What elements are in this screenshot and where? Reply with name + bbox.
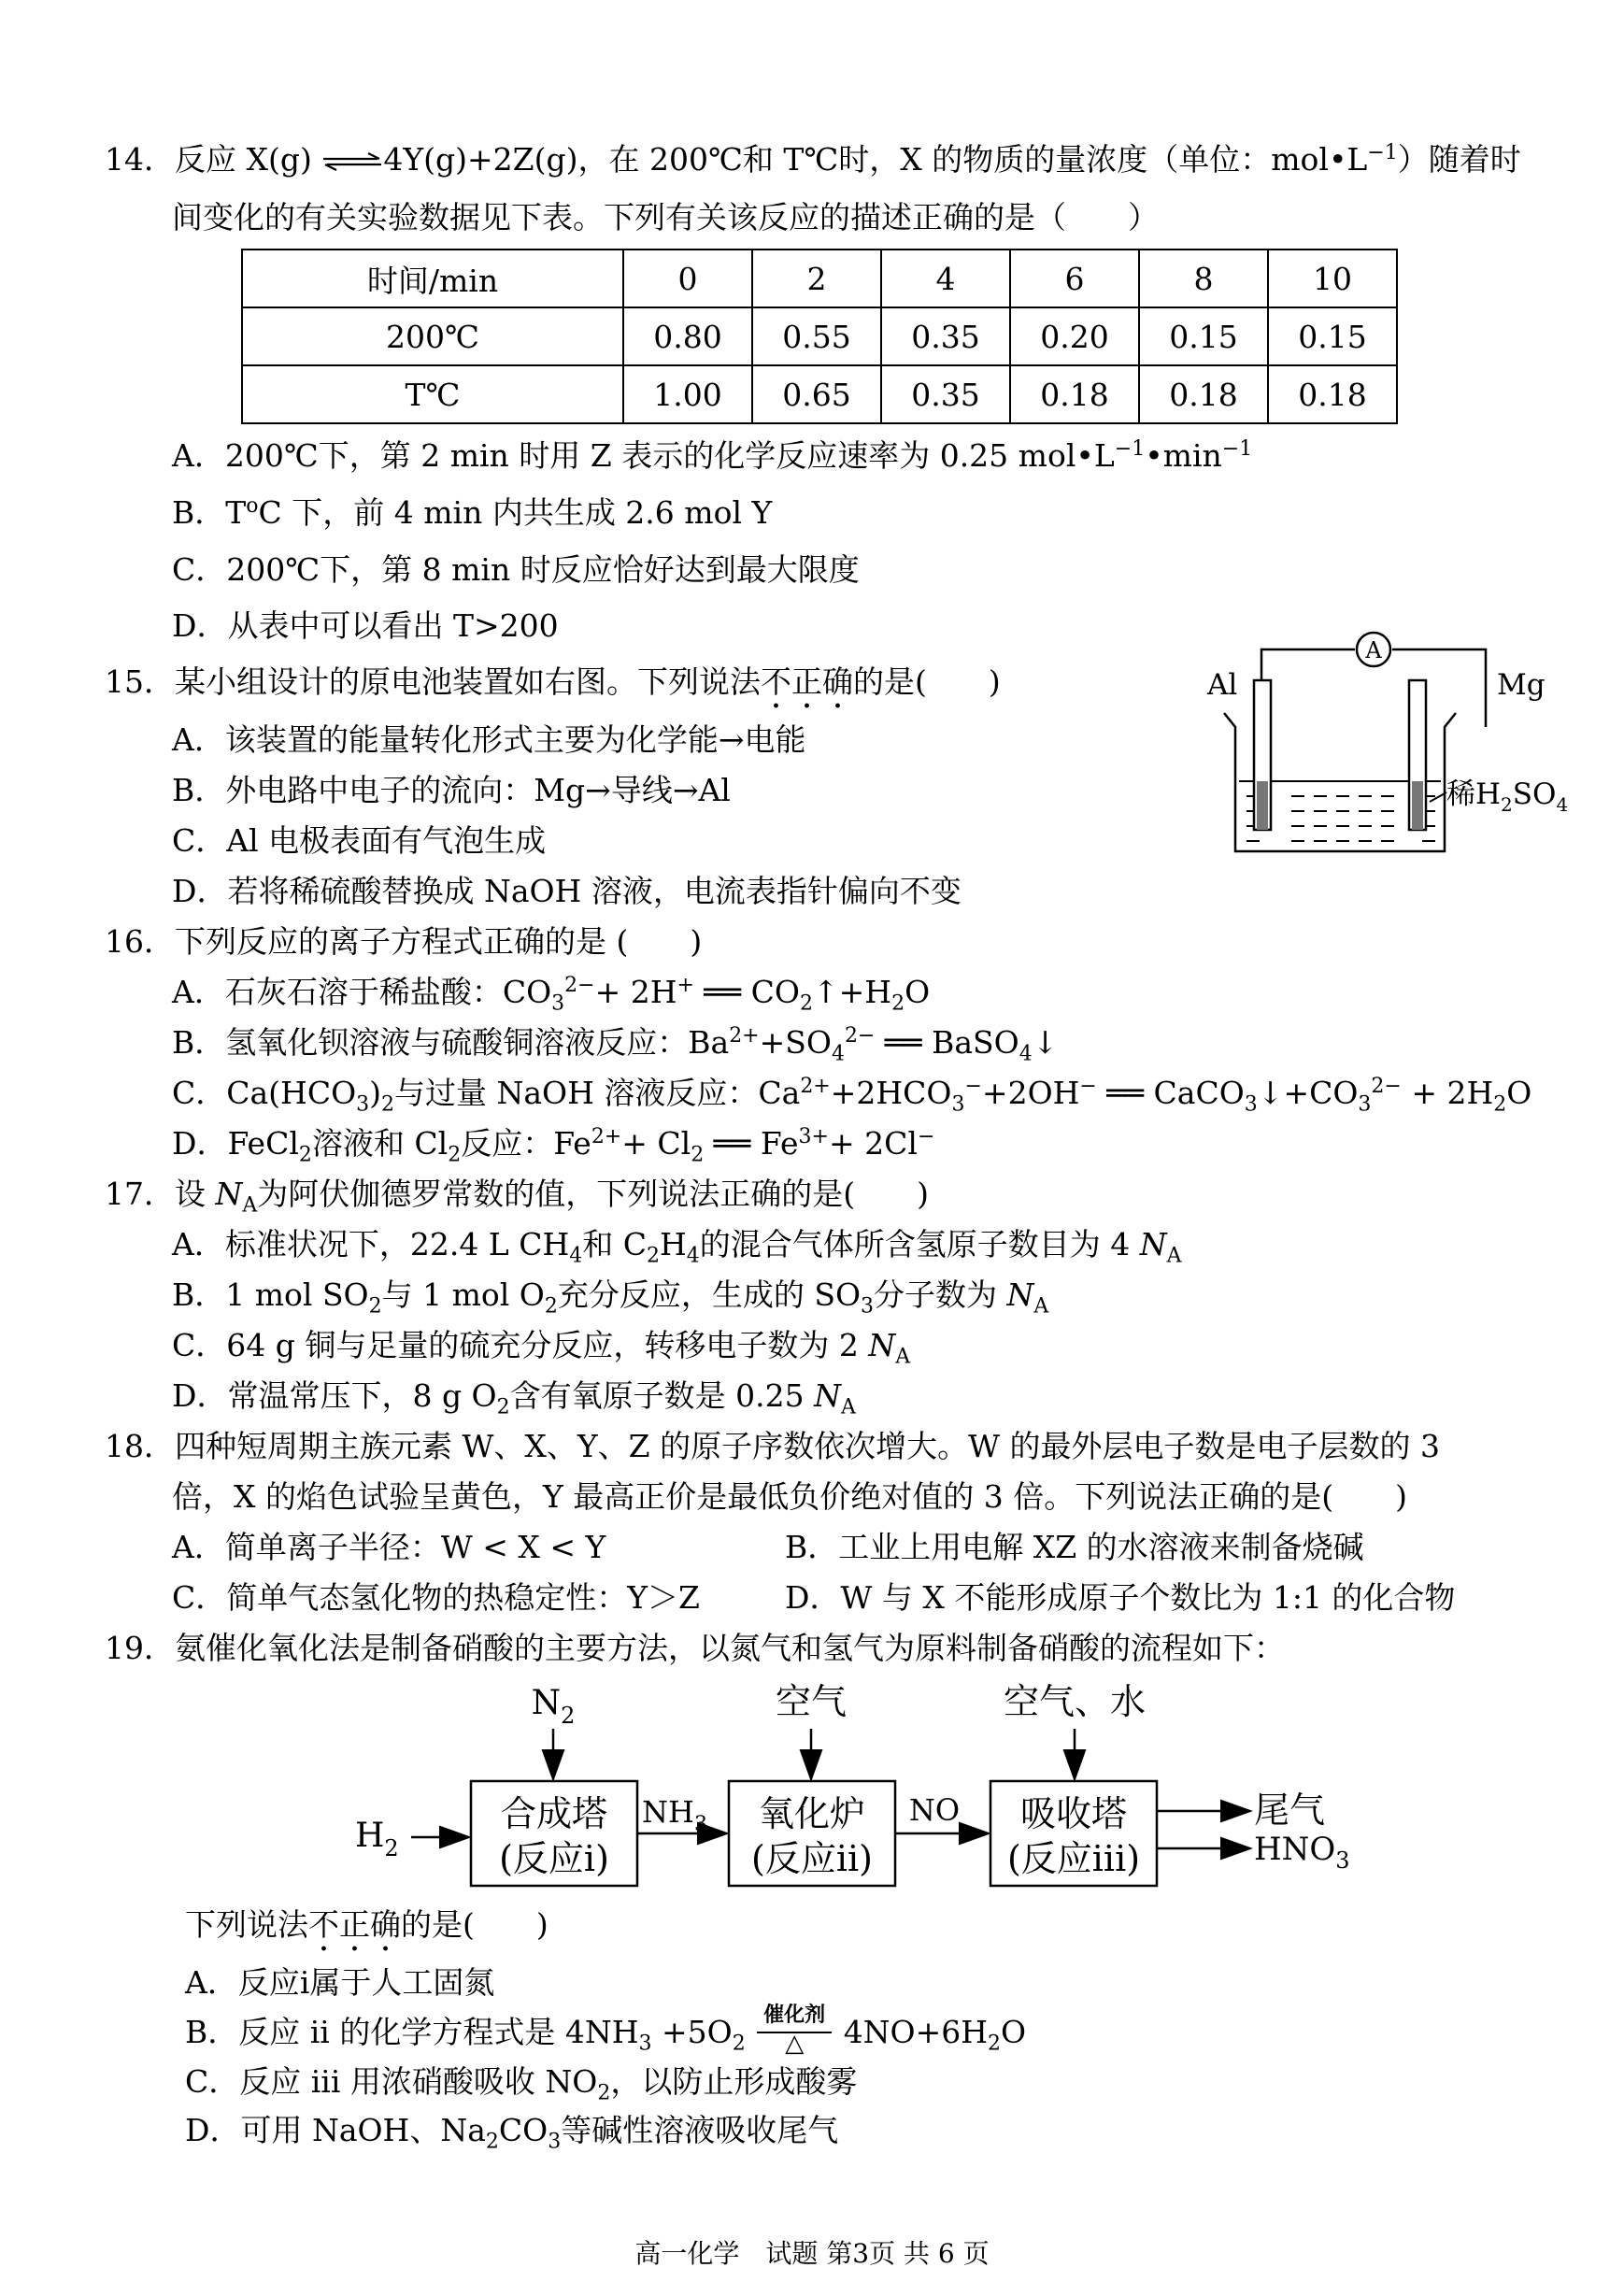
subscript: 3: [861, 1294, 874, 1319]
q14-option-d: D．从表中可以看出 T>200: [172, 607, 559, 644]
tail-gas-label: 尾气: [1254, 1790, 1326, 1831]
q16-option-c: [172, 1073, 1532, 1117]
heat-symbol: △: [785, 2030, 805, 2058]
text: A．石灰石溶于稀盐酸：CO: [172, 974, 552, 1010]
text: +2HCO: [830, 1075, 952, 1111]
table-cell: 200℃: [242, 307, 623, 365]
table-cell: 0.35: [881, 307, 1010, 365]
table-cell: 0.15: [1139, 307, 1268, 365]
subscript: 2: [891, 991, 905, 1016]
table-cell: 时间/min: [242, 250, 623, 307]
text: 分子数为: [874, 1276, 1007, 1313]
nitric-acid-flowchart: [355, 1673, 1383, 1897]
subscript: 2: [988, 2032, 1002, 2056]
subscript: 3: [951, 1092, 965, 1117]
text: C．64 g 铜与足量的硫充分反应，转移电子数为 2: [172, 1327, 869, 1363]
text: 与 1 mol O: [381, 1276, 545, 1313]
catalyst-label: 催化剂: [763, 2003, 826, 2027]
q16-option-a: [172, 972, 931, 1016]
text: ══ CO: [693, 974, 800, 1010]
reversible-arrow-icon: [321, 152, 383, 171]
q15-option-d: D．若将稀硫酸替换成 NaOH 溶液，电流表指针偏向不变: [172, 873, 962, 909]
text: O: [1506, 1075, 1532, 1111]
table-cell: T℃: [242, 365, 623, 423]
subscript: A: [242, 1193, 258, 1218]
superscript: −: [917, 1125, 935, 1148]
text: A．200℃下，第 2 min 时用 Z 表示的化学反应速率为 0.25 mol•L: [172, 437, 1115, 474]
q15-stem: [105, 662, 1001, 703]
text: 与过量 NaOH 溶液反应：Ca: [394, 1075, 801, 1111]
q18-stem-line2: 倍，X 的焰色试验呈黄色，Y 最高正价是最低负价绝对值的 3 倍。下列说法正确的是( ): [172, 1478, 1407, 1515]
subscript: 2: [646, 1244, 660, 1268]
q19-option-a: A．反应i属于人工固氮: [185, 1964, 495, 2001]
text: +5O: [651, 2014, 733, 2050]
page-footer: 高一化学 试题 第3页 共 6 页: [634, 2238, 990, 2269]
superscript: 2−: [1371, 1075, 1402, 1098]
text: N: [1006, 1276, 1034, 1313]
text: C．反应 iii 用浓硝酸吸收 NO: [185, 2063, 598, 2100]
subscript: 2: [368, 1294, 382, 1319]
text: 下列说法: [185, 1906, 308, 1943]
text: 为阿伏伽德罗常数的值，下列说法正确的是( ): [257, 1176, 929, 1212]
subscript: 3: [548, 2130, 562, 2154]
q14-option-a: [172, 435, 1252, 477]
text: 的是( ): [401, 1906, 548, 1943]
text: 反应 X(g): [175, 141, 312, 178]
text: 的是( ): [853, 663, 1001, 700]
catalyst-condition: [755, 2003, 833, 2058]
table-cell: 0.18: [1268, 365, 1397, 423]
text: C 下，前 4 min 内共生成 2.6 mol Y: [258, 494, 773, 531]
q17-option-a: [172, 1224, 1182, 1268]
superscript: 2+: [591, 1125, 622, 1148]
subscript: 2: [448, 1143, 462, 1167]
text: N: [215, 1176, 243, 1212]
subscript: 2: [597, 2081, 611, 2105]
text: ，以防止形成酸雾: [610, 2063, 858, 2100]
text: N: [1139, 1226, 1167, 1262]
al-label: Al: [1207, 668, 1238, 702]
wire: [1392, 649, 1486, 727]
text: B．氢氧化钡溶液与硫酸铜溶液反应：Ba: [172, 1024, 730, 1061]
text: +SO: [759, 1024, 832, 1061]
superscript: −1: [1114, 437, 1146, 461]
table-cell: 4: [881, 250, 1010, 307]
superscript: 3+: [798, 1125, 829, 1148]
text: O: [1001, 2014, 1027, 2050]
text: ）随着时: [1397, 141, 1521, 178]
text: ↑+H: [812, 974, 892, 1010]
subscript: 3: [638, 2032, 652, 2056]
q19-option-d: [185, 2110, 839, 2154]
al-electrode-immersed: [1257, 781, 1268, 830]
emphasis-text: 不正确: [308, 1906, 401, 1952]
q19-option-b: [185, 2003, 1027, 2058]
superscript: +: [677, 974, 694, 997]
table-row: [242, 365, 1397, 423]
text: H: [659, 1226, 687, 1262]
n2-label: $N_2$: [531, 1684, 576, 1729]
wire: [1261, 649, 1355, 727]
q17-option-c: [172, 1325, 911, 1369]
table-cell: 0: [623, 250, 752, 307]
text: 含有氧原子数是 0.25: [509, 1377, 815, 1414]
q16-option-d: [172, 1123, 935, 1167]
subscript: 3: [551, 991, 565, 1016]
mg-electrode-immersed: [1412, 781, 1423, 830]
text: + 2H: [1401, 1075, 1494, 1111]
q15-option-a: A．该装置的能量转化形式主要为化学能→电能: [172, 721, 806, 758]
q18-option-c: C．简单气态氢化物的热稳定性：Y＞Z: [172, 1579, 700, 1616]
ammeter-label: A: [1365, 637, 1382, 663]
q14-option-b: [172, 492, 772, 534]
text: 的混合气体所含氢原子数目为 4: [699, 1226, 1140, 1262]
text: O: [905, 974, 931, 1010]
superscript: 2+: [800, 1075, 831, 1098]
table-row: [242, 307, 1397, 365]
text: B．T: [172, 494, 247, 531]
text: 4Y(g)+2Z(g)，在 200℃和 T℃时，X 的物质的量浓度（单位：mol•L: [383, 141, 1368, 178]
subscript: 4: [831, 1042, 845, 1066]
q15-option-b: B．外电路中电子的流向：Mg→导线→Al: [172, 772, 731, 808]
table-cell: 10: [1268, 250, 1397, 307]
text: C．Ca(HCO: [172, 1075, 357, 1111]
subscript: 2: [496, 1395, 510, 1419]
q19-option-c: [185, 2061, 857, 2103]
text: ): [369, 1075, 382, 1111]
table-cell: 0.15: [1268, 307, 1397, 365]
box-label: (反应ii): [751, 1838, 873, 1879]
q17-option-d: [172, 1376, 856, 1417]
box-label: 氧化炉: [758, 1793, 866, 1834]
q17-stem: [105, 1174, 929, 1218]
text: A．标准状况下，22.4 L CH: [172, 1226, 570, 1262]
text: 反应：Fe: [461, 1125, 591, 1162]
subscript: A: [895, 1345, 911, 1369]
subscript: 2: [799, 991, 813, 1016]
subscript: 2: [485, 2130, 499, 2154]
text: ↓: [1032, 1024, 1059, 1061]
q17-option-b: [172, 1275, 1049, 1319]
subscript: 2: [1493, 1092, 1507, 1117]
subscript: 4: [1019, 1042, 1033, 1066]
subscript: 4: [686, 1244, 700, 1268]
text: D．FeCl: [172, 1125, 299, 1162]
superscript: 2−: [844, 1024, 876, 1048]
text: N: [814, 1377, 841, 1414]
box-label: (反应iii): [1006, 1838, 1141, 1879]
text: + Cl: [621, 1125, 691, 1162]
text: CO: [498, 2112, 548, 2148]
superscript: −: [1079, 1075, 1097, 1098]
table-cell: 0.18: [1010, 365, 1139, 423]
table-cell: 1.00: [623, 365, 752, 423]
q14-stem-line1: [105, 139, 1521, 180]
text: N: [868, 1327, 896, 1363]
text: •min: [1145, 437, 1222, 474]
superscript: o: [246, 494, 259, 518]
q14-data-table: [241, 249, 1398, 424]
subscript: A: [1033, 1294, 1049, 1319]
text: 和 C: [582, 1226, 647, 1262]
superscript: 2−: [564, 974, 595, 997]
text: 17．设: [105, 1176, 216, 1212]
text: B．反应 ii 的化学方程式是 4NH: [185, 2014, 639, 2050]
no-label: NO: [908, 1792, 961, 1828]
q18-stem-line1: 18．四种短周期主族元素 W、X、Y、Z 的原子序数依次增大。W 的最外层电子数是电子层数的 3: [105, 1428, 1440, 1464]
solution-label: 稀$H_2SO_4$: [1446, 777, 1569, 816]
subscript: 3: [356, 1092, 370, 1117]
text: ══ BaSO: [875, 1024, 1019, 1061]
table-cell: 0.65: [752, 365, 881, 423]
nh3-label: $NH_3$: [642, 1794, 707, 1836]
text: 溶液和 Cl: [311, 1125, 449, 1162]
hno3-label: $HNO_3$: [1254, 1831, 1350, 1874]
text: +2OH: [981, 1075, 1080, 1111]
text: D．常温常压下，8 g O: [172, 1377, 497, 1414]
subscript: A: [1166, 1244, 1182, 1268]
q19-sub-stem: [185, 1904, 548, 1946]
subscript: 2: [732, 2032, 746, 2056]
table-cell: 0.80: [623, 307, 752, 365]
table-cell: 8: [1139, 250, 1268, 307]
air-label: 空气: [775, 1681, 848, 1722]
question-number: 14．: [105, 141, 175, 178]
table-row: [242, 250, 1397, 307]
subscript: 3: [1358, 1092, 1372, 1117]
text: ↓+CO: [1257, 1075, 1359, 1111]
q14-option-c: C．200℃下，第 8 min 时反应恰好达到最大限度: [172, 551, 860, 588]
text: B．1 mol SO: [172, 1276, 369, 1313]
text: ══ Fe: [704, 1125, 799, 1162]
box-label: 吸收塔: [1019, 1793, 1128, 1834]
mg-label: Mg: [1497, 668, 1546, 702]
superscript: 2+: [729, 1024, 760, 1048]
subscript: 2: [381, 1092, 395, 1117]
emphasis-text: 不正确: [761, 663, 853, 709]
subscript: 3: [1244, 1092, 1258, 1117]
text: + 2Cl: [828, 1125, 918, 1162]
q18-option-a: A．简单离子半径：W < X < Y: [172, 1529, 606, 1565]
subscript: 2: [691, 1143, 705, 1167]
table-cell: 0.18: [1139, 365, 1268, 423]
superscript: −1: [1367, 141, 1398, 164]
text: 充分反应，生成的 SO: [557, 1276, 861, 1313]
table-cell: 0.20: [1010, 307, 1139, 365]
q18-option-d: D．W 与 X 不能形成原子个数比为 1:1 的化合物: [785, 1579, 1456, 1616]
text: 等碱性溶液吸收尾气: [561, 2112, 839, 2148]
air-water-label: 空气、水: [1003, 1681, 1147, 1722]
q18-option-b: B．工业上用电解 XZ 的水溶液来制备烧碱: [785, 1529, 1364, 1565]
q16-option-b: [172, 1022, 1059, 1066]
q19-stem: 19．氨催化氧化法是制备硝酸的主要方法，以氮气和氢气为原料制备硝酸的流程如下：: [105, 1630, 1285, 1666]
q15-option-c: C．Al 电极表面有气泡生成: [172, 822, 547, 859]
text: 4NO+6H: [843, 2014, 989, 2050]
box-label: 合成塔: [500, 1793, 608, 1834]
superscript: −1: [1221, 437, 1253, 461]
text: ══ CaCO: [1096, 1075, 1245, 1111]
superscript: −: [964, 1075, 982, 1098]
text: + 2H: [594, 974, 677, 1010]
text: D．可用 NaOH、Na: [185, 2112, 486, 2148]
table-cell: 6: [1010, 250, 1139, 307]
subscript: A: [840, 1395, 856, 1419]
subscript: 4: [569, 1244, 583, 1268]
table-cell: 0.55: [752, 307, 881, 365]
galvanic-cell-diagram: [1205, 624, 1569, 867]
subscript: 2: [544, 1294, 558, 1319]
table-cell: 2: [752, 250, 881, 307]
h2-label: $H_2$: [355, 1817, 399, 1861]
q16-stem: 16．下列反应的离子方程式正确的是 ( ): [105, 923, 703, 960]
text: 15．某小组设计的原电池装置如右图。下列说法: [105, 663, 761, 700]
table-cell: 0.35: [881, 365, 1010, 423]
q14-stem-line2: 间变化的有关实验数据见下表。下列有关该反应的描述正确的是（ ）: [172, 199, 1159, 235]
subscript: 2: [298, 1143, 312, 1167]
box-label: (反应i): [499, 1838, 609, 1879]
